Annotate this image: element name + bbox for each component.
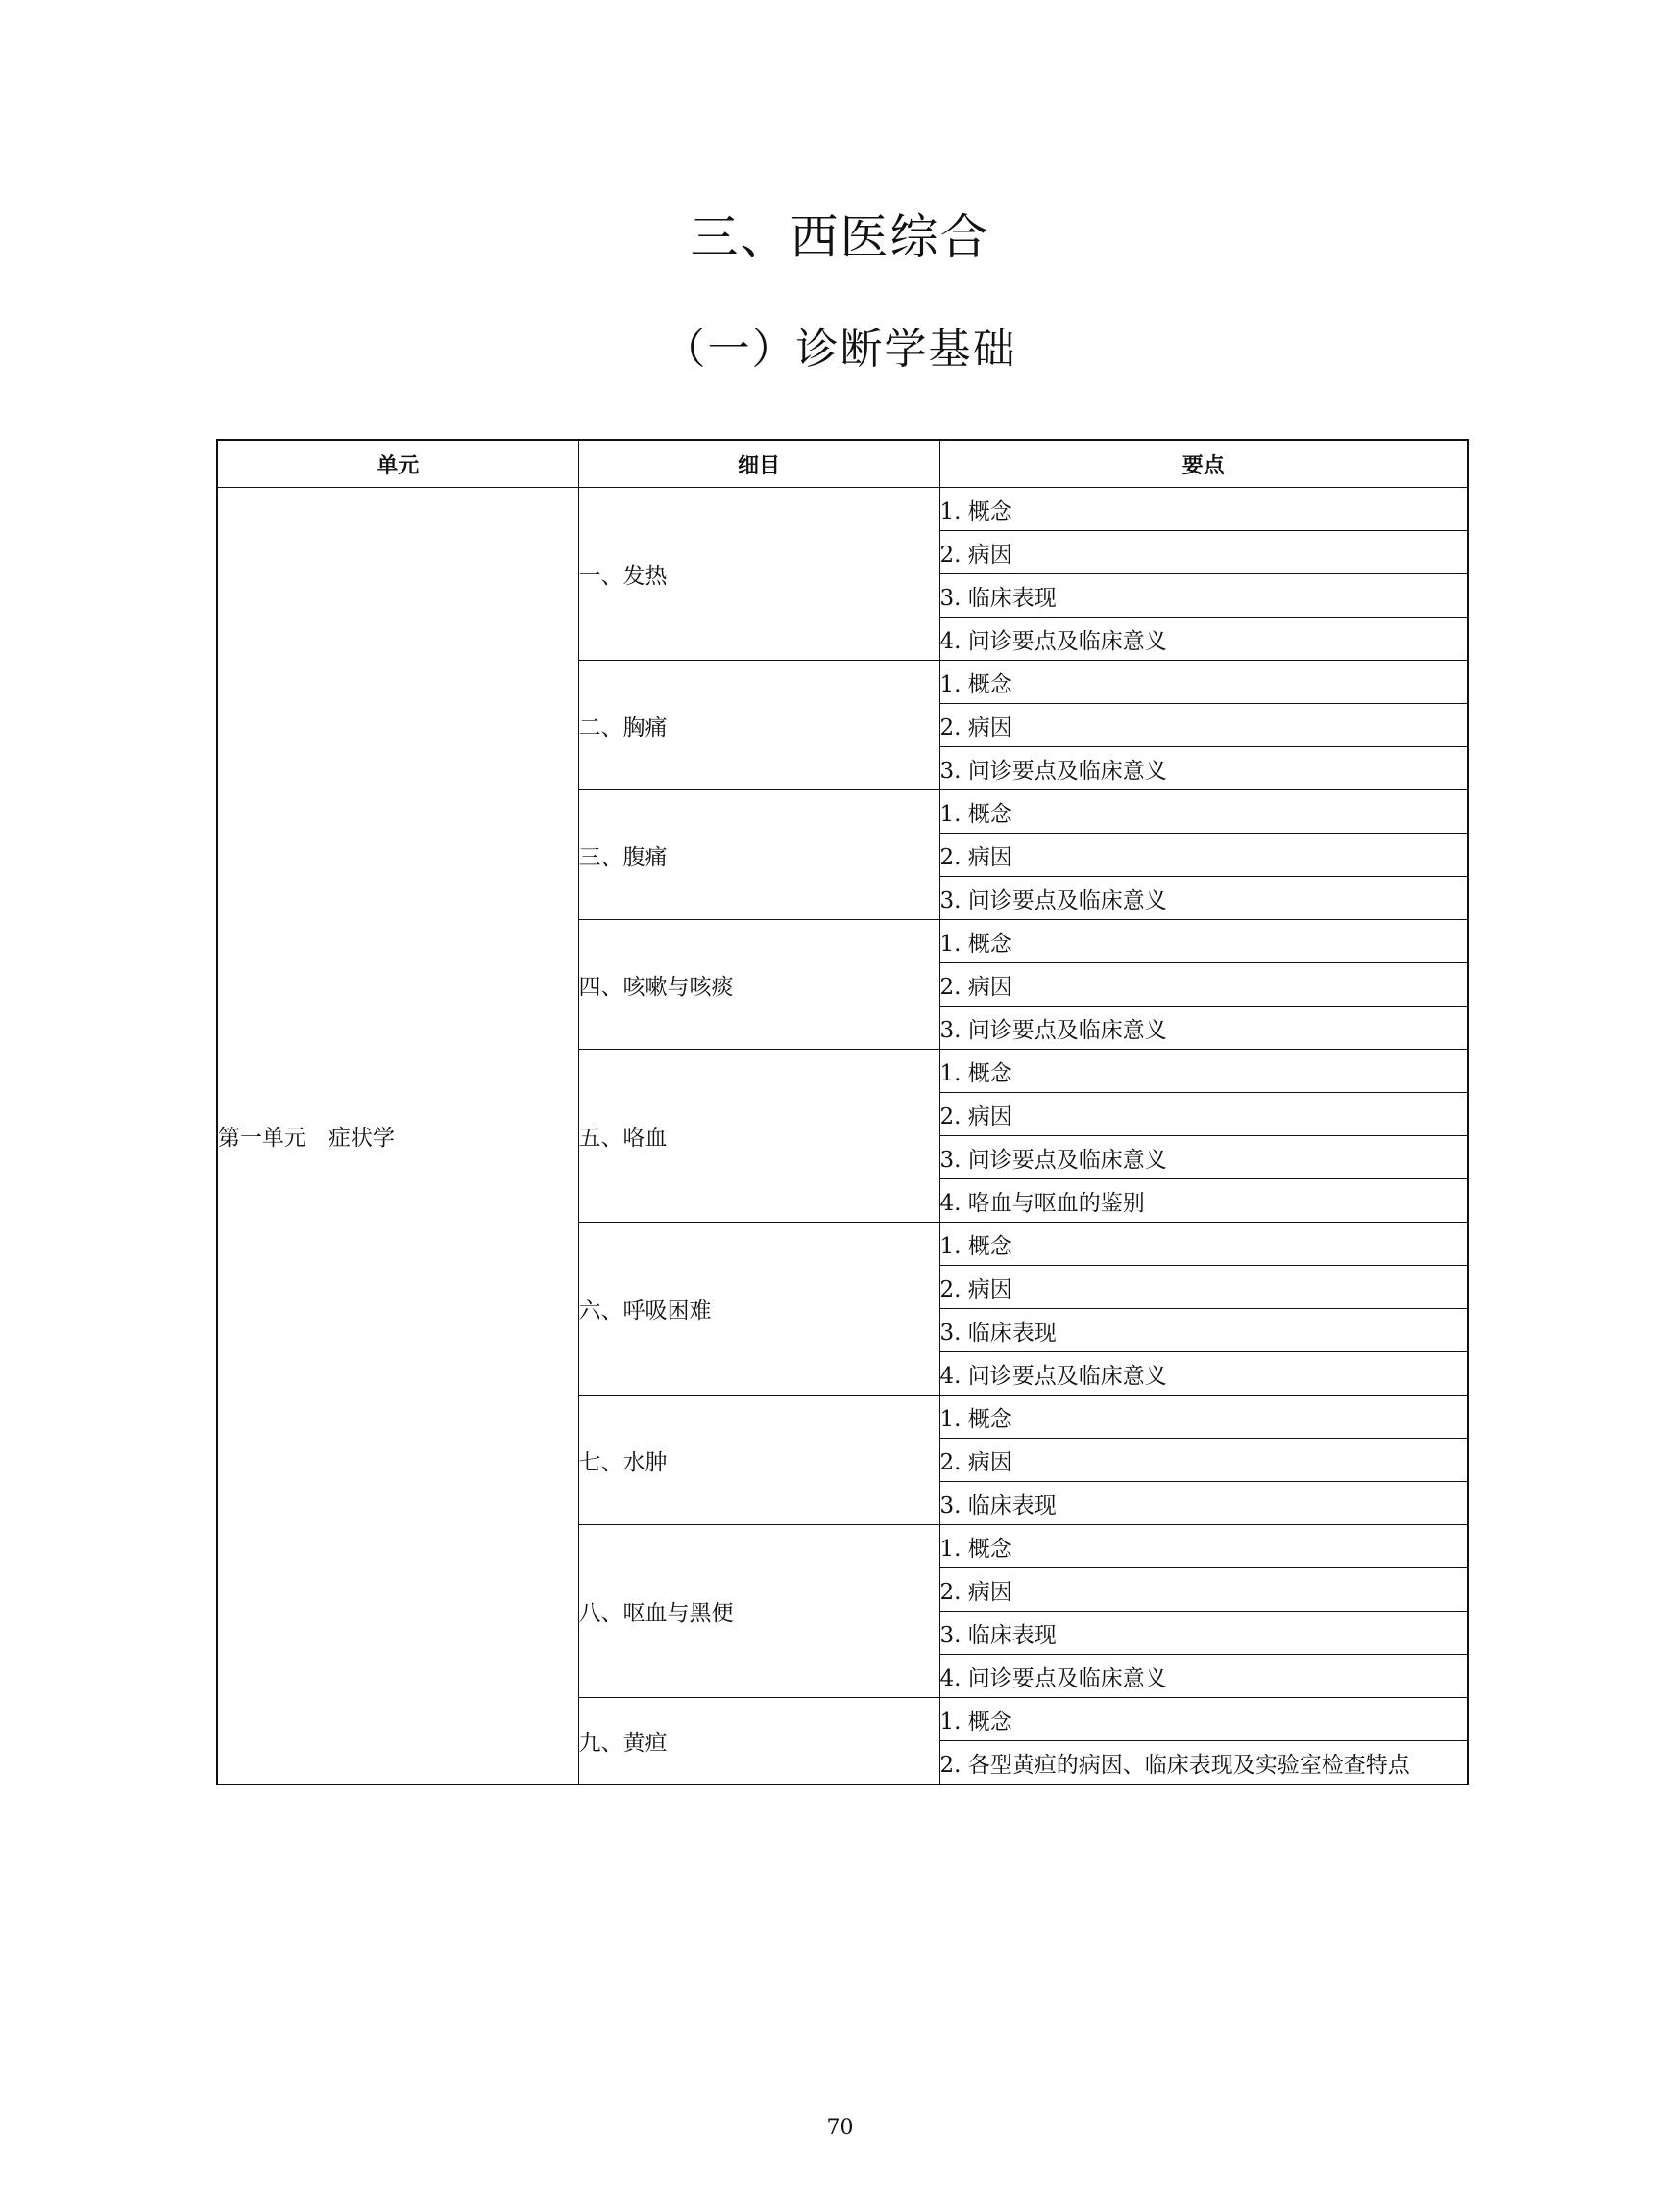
- key-point-cell: 3. 问诊要点及临床意义: [939, 877, 1468, 920]
- key-point-cell: 4. 咯血与呕血的鉴别: [939, 1179, 1468, 1223]
- key-point-cell: 2. 各型黄疸的病因、临床表现及实验室检查特点: [939, 1741, 1468, 1785]
- key-point-cell: 2. 病因: [939, 531, 1468, 574]
- topic-cell: 三、腹痛: [578, 790, 939, 920]
- key-point-cell: 3. 临床表现: [939, 1309, 1468, 1352]
- page-number: 70: [826, 2116, 854, 2140]
- key-point-cell: 1. 概念: [939, 661, 1468, 704]
- key-point-cell: 1. 概念: [939, 1698, 1468, 1741]
- key-point-cell: 3. 问诊要点及临床意义: [939, 1136, 1468, 1179]
- header-key-points: 要点: [939, 440, 1468, 488]
- key-point-cell: 1. 概念: [939, 790, 1468, 834]
- key-point-cell: 3. 问诊要点及临床意义: [939, 747, 1468, 790]
- topic-cell: 九、黄疸: [578, 1698, 939, 1785]
- key-point-cell: 3. 问诊要点及临床意义: [939, 1007, 1468, 1050]
- key-point-cell: 3. 临床表现: [939, 1612, 1468, 1655]
- section-title: （一）诊断学基础: [663, 325, 1017, 374]
- topic-cell: 七、水肿: [578, 1396, 939, 1525]
- table-body: [217, 488, 1468, 1785]
- key-point-cell: 1. 概念: [939, 1223, 1468, 1266]
- key-point-cell: 2. 病因: [939, 1568, 1468, 1612]
- table-header-row: [217, 440, 1468, 488]
- syllabus-table: [216, 439, 1469, 1785]
- key-point-cell: 3. 临床表现: [939, 1482, 1468, 1525]
- key-point-cell: 1. 概念: [939, 920, 1468, 963]
- key-point-cell: 1. 概念: [939, 488, 1468, 531]
- topic-cell: 一、发热: [578, 488, 939, 661]
- topic-cell: 四、咳嗽与咳痰: [578, 920, 939, 1050]
- key-point-cell: 2. 病因: [939, 1266, 1468, 1309]
- key-point-cell: 1. 概念: [939, 1396, 1468, 1439]
- key-point-cell: 1. 概念: [939, 1050, 1468, 1093]
- key-point-cell: 2. 病因: [939, 834, 1468, 877]
- topic-cell: 六、呼吸困难: [578, 1223, 939, 1396]
- key-point-cell: 4. 问诊要点及临床意义: [939, 1352, 1468, 1396]
- unit-cell: 第一单元 症状学: [217, 488, 578, 1785]
- topic-cell: 八、呕血与黑便: [578, 1525, 939, 1698]
- header-topic: 细目: [578, 440, 939, 488]
- key-point-cell: 2. 病因: [939, 704, 1468, 747]
- header-unit: 单元: [217, 440, 578, 488]
- topic-cell: 二、胸痛: [578, 661, 939, 790]
- key-point-cell: 4. 问诊要点及临床意义: [939, 618, 1468, 661]
- topic-cell: 五、咯血: [578, 1050, 939, 1223]
- table-row: [217, 488, 1468, 531]
- key-point-cell: 2. 病因: [939, 1093, 1468, 1136]
- key-point-cell: 1. 概念: [939, 1525, 1468, 1568]
- key-point-cell: 4. 问诊要点及临床意义: [939, 1655, 1468, 1698]
- page-title: 三、西医综合: [690, 209, 990, 265]
- key-point-cell: 2. 病因: [939, 1439, 1468, 1482]
- key-point-cell: 2. 病因: [939, 963, 1468, 1007]
- key-point-cell: 3. 临床表现: [939, 574, 1468, 618]
